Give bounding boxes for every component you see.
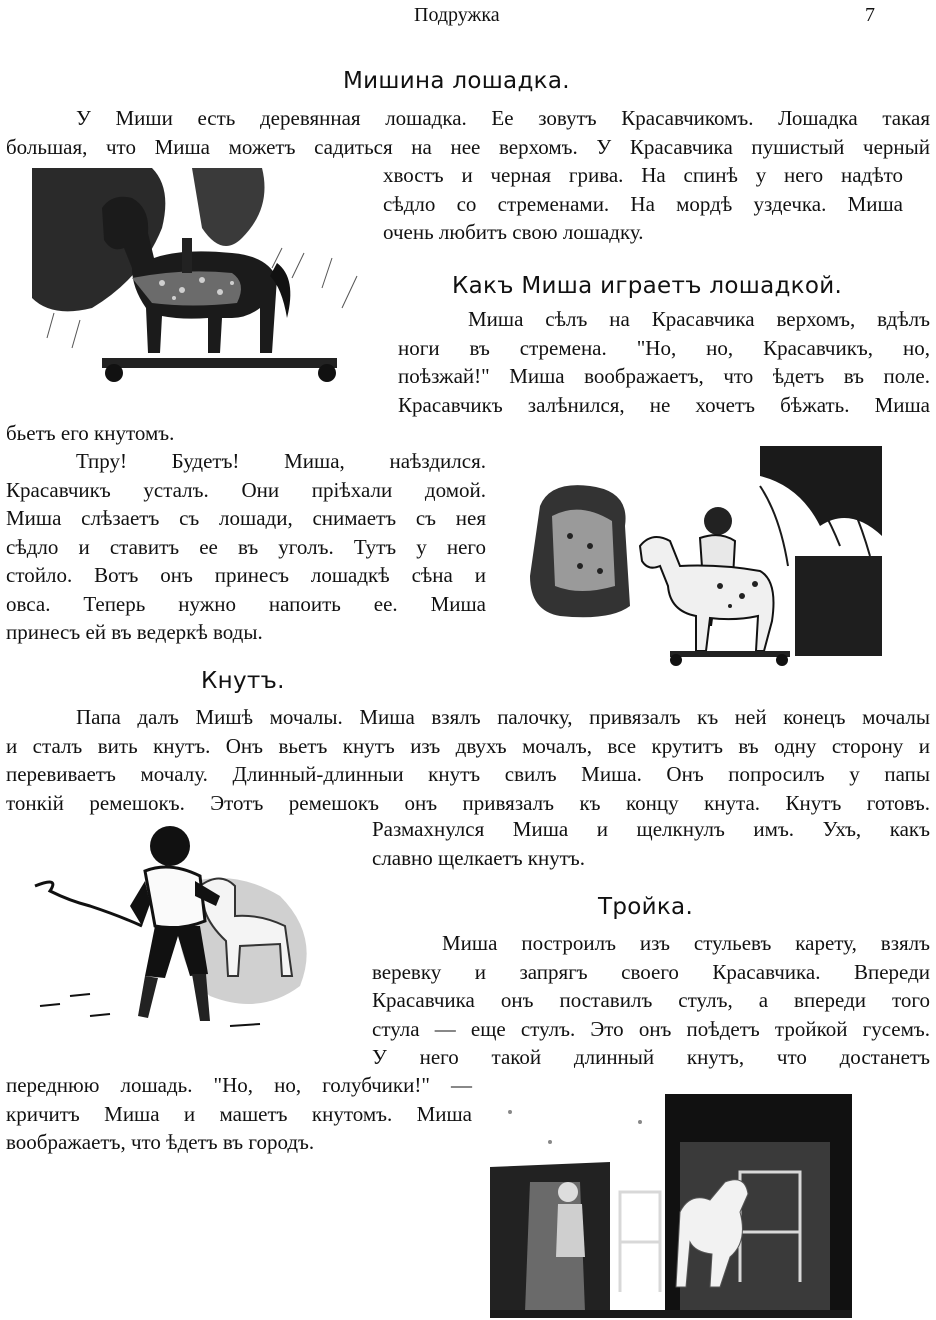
text-line: У Миши есть деревянная лошадка. Ее зовутъ Красавчикомъ. Лошадка такая <box>76 106 930 130</box>
paragraph-s3-full <box>6 703 930 817</box>
heading-kak-misha-igraet: Какъ Миша играетъ лошадкой. <box>452 273 843 299</box>
boy-on-horse-illustration <box>520 446 882 668</box>
text-line: Миша сѣлъ на Красавчика верхомъ, вдѣлъ <box>468 307 930 331</box>
text-line: и сталъ вить кнутъ. Онъ вьетъ кнутъ изъ двухъ мочалъ, все крутитъ въ одну сторону и <box>6 733 930 758</box>
text-line: Красавчикъ залѣнился, не хочетъ бѣжать. Миша <box>398 392 930 417</box>
text-line: ноги въ стремена. "Но, но, Красавчикъ, но, <box>398 335 930 360</box>
chairs-troika-illustration <box>490 1082 852 1318</box>
text-line: кричитъ Миша и машетъ кнутомъ. Миша <box>6 1101 472 1126</box>
text-line: принесъ ей въ ведеркѣ воды. <box>6 620 263 644</box>
running-head-title: Подружка <box>414 4 500 26</box>
text-line: большая, что Миша можетъ садиться на нее верхомъ. У Красавчика пушистый черный <box>6 134 930 159</box>
text-line: веревку и запрягъ своего Красавчика. Впереди <box>372 959 930 984</box>
heading-troika: Тройка. <box>598 894 694 920</box>
text-line: славно щелкаетъ кнутъ. <box>372 845 586 870</box>
text-line: Миша слѣзаетъ съ лошади, снимаетъ съ нея <box>6 506 486 530</box>
text-line: Красавчикъ усталъ. Они прiѣхали домой. <box>6 477 486 502</box>
wooden-horse-illustration <box>32 168 378 390</box>
paragraph-s4-left <box>6 1071 472 1157</box>
paragraph-s2-left <box>6 447 486 647</box>
text-line: воображаетъ, что ѣдетъ въ городъ. <box>6 1130 315 1154</box>
paragraph-s3-right <box>372 815 930 872</box>
boy-with-whip-illustration <box>30 826 342 1042</box>
text-line: У него такой длинный кнутъ, что достанетъ <box>372 1045 930 1069</box>
paragraph-s1-top <box>6 104 930 161</box>
paragraph-s2-right <box>398 305 930 419</box>
text-line: Размахнулся Миша и щелкнулъ имъ. Ухъ, какъ <box>372 817 930 841</box>
text-line: Тпру! Будетъ! Миша, наѣздился. <box>76 449 486 473</box>
heading-knut: Кнутъ. <box>201 668 285 694</box>
text-line: бьетъ его кнутомъ. <box>6 421 175 445</box>
text-line: переднюю лошадь. "Но, но, голубчики!" — <box>6 1073 472 1097</box>
text-line: перевиваетъ мочалу. Длинный-длинныи кнутъ свилъ Миша. Онъ попросилъ у папы <box>6 762 930 786</box>
text-line: сѣдло и ставитъ ее въ уголъ. Тутъ у него <box>6 534 486 559</box>
paragraph-s1-right <box>383 161 903 247</box>
text-line: хвостъ и черная грива. На спинѣ у него надѣто <box>383 163 903 187</box>
paragraph-s4-right <box>372 929 930 1072</box>
text-line: Миша построилъ изъ стульевъ карету, взялъ <box>442 931 930 955</box>
text-line: сѣдло со стременами. На мордѣ уздечка. Миша <box>383 191 903 216</box>
text-line: тонкiй ремешокъ. Этотъ ремешокъ онъ привязалъ къ концу кнута. Кнутъ готовъ. <box>6 790 930 815</box>
page-number: 7 <box>865 4 875 26</box>
text-line: поѣзжай!" Миша воображаетъ, что ѣдетъ въ поле. <box>398 364 930 388</box>
heading-mishina-loshadka: Мишина лошадка. <box>343 68 570 94</box>
text-line: Папа далъ Мишѣ мочалы. Миша взялъ палочку, привязалъ къ ней конецъ мочалы <box>76 705 930 729</box>
paragraph-s2-continued <box>6 419 486 448</box>
text-line: очень любитъ свою лошадку. <box>383 220 644 244</box>
text-line: стула — еще стулъ. Это онъ поѣдетъ тройкой гусемъ. <box>372 1016 930 1041</box>
text-line: Красавчика онъ поставилъ стулъ, а впереди того <box>372 988 930 1012</box>
text-line: овса. Теперь нужно напоить ее. Миша <box>6 591 486 616</box>
text-line: стойло. Вотъ онъ принесъ лошадкѣ сѣна и <box>6 563 486 587</box>
